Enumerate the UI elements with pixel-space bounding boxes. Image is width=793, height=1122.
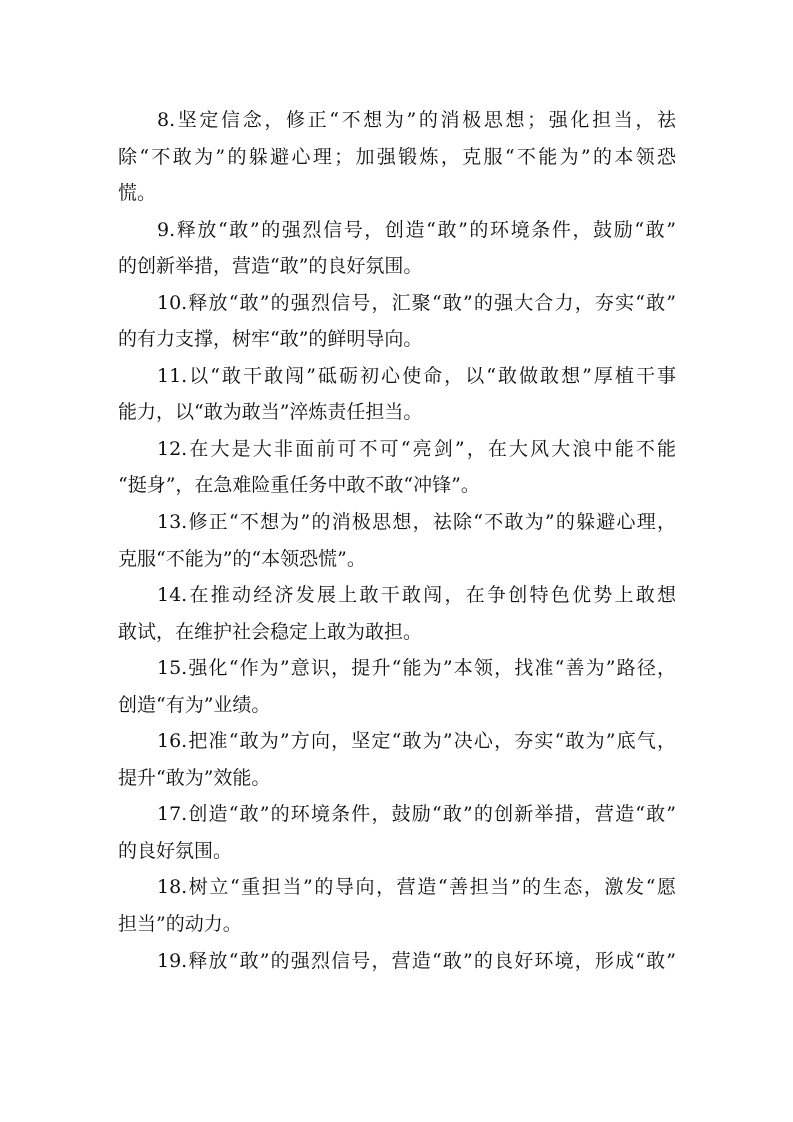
paragraph	[118, 358, 676, 431]
text-line: “挺身”，在急难险重任务中敢不敢“冲锋”。	[118, 474, 480, 497]
text-line: 9.释放“敢”的强烈信号，创造“敢”的环境条件，鼓励“敢”	[157, 218, 676, 241]
text-line: 的良好氛围。	[118, 839, 233, 862]
paragraph	[118, 285, 676, 358]
text-line: 克服“不能为”的“本领恐慌”。	[118, 547, 366, 570]
paragraph	[118, 102, 676, 212]
document-page	[118, 102, 676, 979]
text-line: 17.创造“敢”的环境条件，鼓励“敢”的创新举措，营造“敢”	[157, 803, 676, 826]
text-line: 10.释放“敢”的强烈信号，汇聚“敢”的强大合力，夯实“敢”	[157, 291, 676, 314]
text-line: 敢试，在维护社会稳定上敢为敢担。	[118, 620, 423, 643]
text-line: 18.树立“重担当”的导向，营造“善担当”的生态，激发“愿	[157, 876, 676, 899]
text-line: 慌。	[118, 182, 157, 205]
paragraph	[118, 431, 676, 504]
text-line: 13.修正“不想为”的消极思想，祛除“不敢为”的躲避心理，	[157, 511, 676, 534]
paragraph	[118, 504, 676, 577]
text-line: 能力，以“敢为敢当”淬炼责任担当。	[118, 401, 423, 424]
paragraph	[118, 650, 676, 723]
text-line: 11.以“敢干敢闯”砥砺初心使命，以“敢做敢想”厚植干事	[157, 364, 676, 387]
paragraph	[118, 577, 676, 650]
text-line: 15.强化“作为”意识，提升“能为”本领，找准“善为”路径，	[157, 657, 676, 680]
text-line: 16.把准“敢为”方向，坚定“敢为”决心，夯实“敢为”底气，	[157, 730, 676, 753]
text-line: 提升“敢为”效能。	[118, 766, 271, 789]
text-line: 12.在大是大非面前可不可“亮剑”，在大风大浪中能不能	[157, 437, 676, 460]
text-line: 14.在推动经济发展上敢干敢闯，在争创特色优势上敢想	[157, 584, 676, 607]
paragraph	[118, 943, 676, 980]
paragraph	[118, 796, 676, 869]
text-line: 担当”的动力。	[118, 913, 242, 936]
paragraph	[118, 869, 676, 942]
text-line: 除“不敢为”的躲避心理；加强锻炼，克服“不能为”的本领恐	[118, 145, 676, 168]
text-line: 8.坚定信念，修正“不想为”的消极思想；强化担当，祛	[157, 109, 676, 131]
text-line: 创造“有为”业绩。	[118, 693, 271, 716]
paragraph	[118, 212, 676, 285]
paragraph	[118, 723, 676, 796]
text-line: 19.释放“敢”的强烈信号，营造“敢”的良好环境，形成“敢”	[157, 949, 676, 972]
text-line: 的有力支撑，树牢“敢”的鲜明导向。	[118, 328, 423, 351]
text-line: 的创新举措，营造“敢”的良好氛围。	[118, 255, 423, 278]
